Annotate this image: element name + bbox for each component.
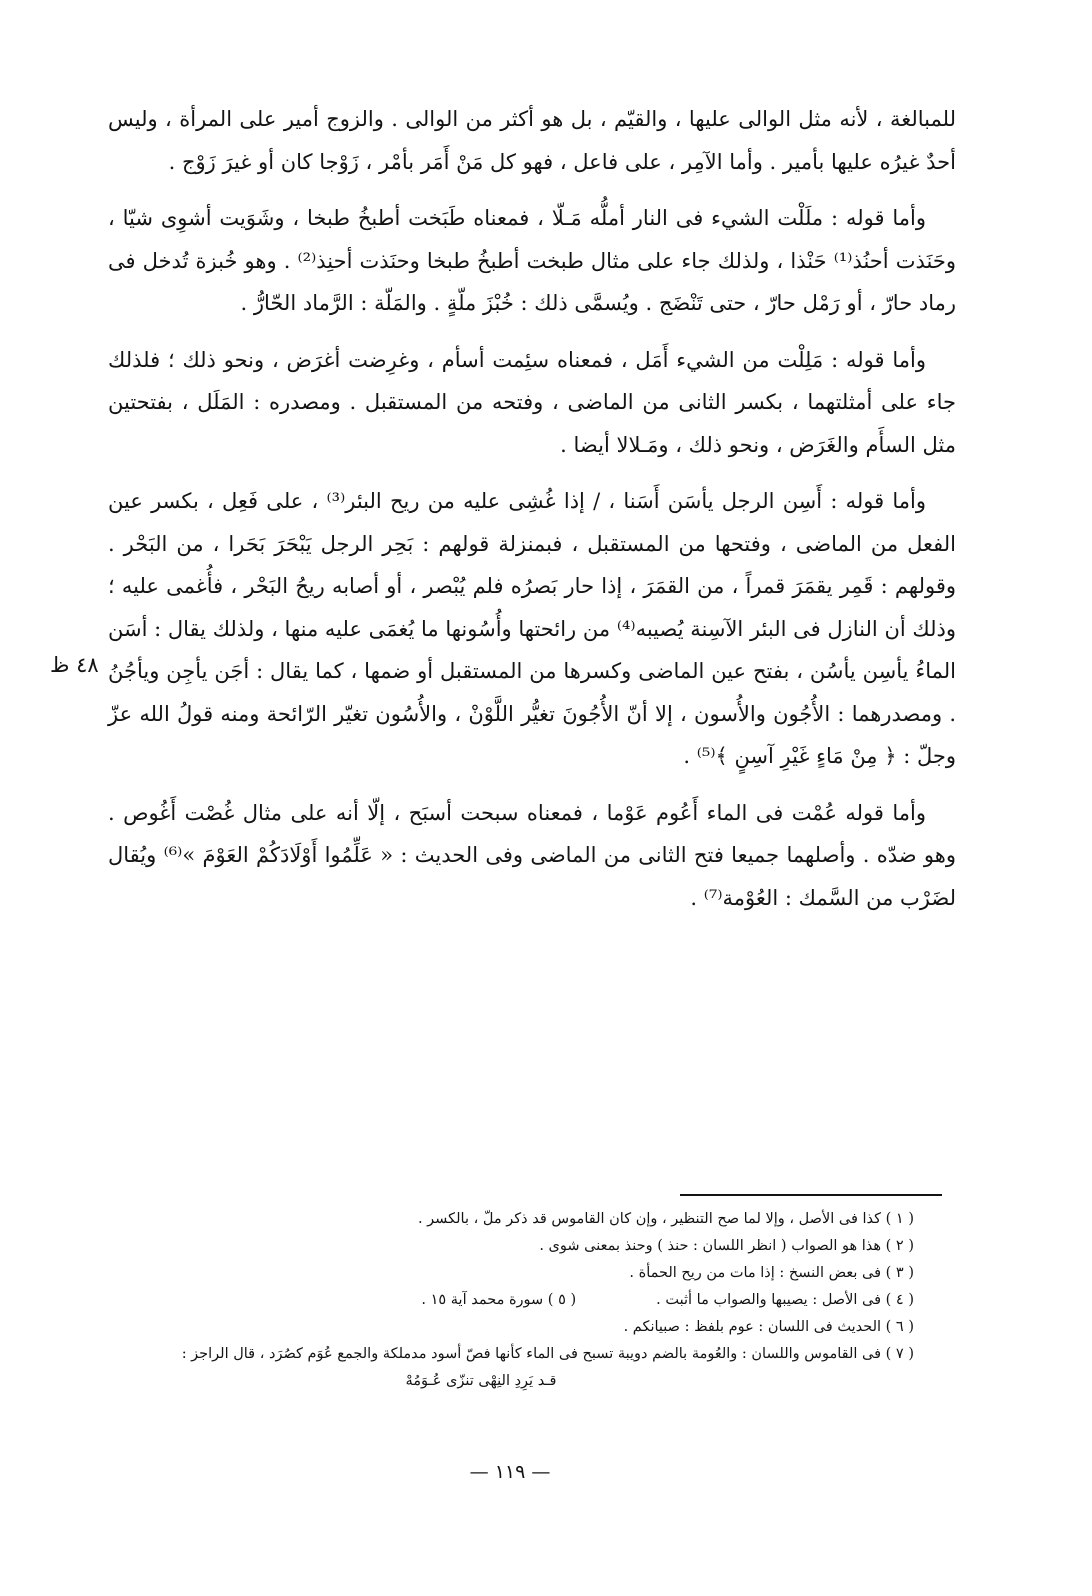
footnote-5-text: ( ٥ ) سورة محمد آية ١٥ . (421, 1292, 577, 1308)
footnote-4-5 (88, 1287, 914, 1314)
footnote-6 (88, 1314, 914, 1341)
footnote-7 (88, 1341, 914, 1368)
main-text-body (108, 98, 956, 933)
footnote-6-text: ( ٦ ) الحديث فى اللسان : عوم بلفظ : صبيانكم . (623, 1319, 914, 1335)
footnote-7-text: ( ٧ ) فى القاموس واللسان : والعُومة بالضم دويبة تسبح فى الماء كأنها فصّ أسود مدملكة والجمع عُوَم كصُرَد ، قال الراجز : (181, 1346, 914, 1362)
paragraph-4: وأما قوله : أَسِن الرجل يأسَن أَسَنا ، / إذا غُشِى عليه من ريح البئر⁽³⁾ ، على فَعِل ، بكسر عين الفعل من الماضى ، وفتحها من المستقبل ، فبمنزلة قولهم : بَحِر الرجل يَبْحَرَ بَحَرا ، من البَحْر . وقولهم : قَمِر يقمَرَ قمراً ، من القمَرَ ، إذا حار بَصرُه فلم يُبْصر ، أو أصابه ريحُ البَحْر ، فأُغمى عليه ؛ وذلك أن النازل فى البئر الآسِنة يُصيبه⁽⁴⁾ من رائحتها وأُسُونها ما يُغمَى عليه منها ، ولذلك يقال : أسَن الماءُ يأسِن يأسُن ، بفتح عين الماضى وكسرها من المستقبل أو ضمها ، كما يقال : أجَن يأجِن ويأجُنُ . ومصدرهما : الأُجُون والأُسون ، إلا أنّ الأُجُونَ تغيُّر اللَّوْنْ ، والأُسُون تغيّر الرّائحة ومنه قولُ الله عزّ وجلّ : ﴿ مِنْ مَاءٍ غَيْرِ آسِنٍ ﴾⁽⁵⁾ . (108, 489, 956, 768)
footnote-3-text: ( ٣ ) فى بعض النسخ : إذا مات من ريح الحمأة . (629, 1265, 914, 1281)
paragraph-3: وأما قوله : مَلِلْت من الشيء أَمَل ، فمعناه سئِمت أسأم ، وغرِضت أغرَض ، ونحو ذلك ؛ فلذلك جاء على أمثلتهما ، بكسر الثانى من الماضى ، وفتحه من المستقبل . ومصدره : المَلَل ، بفتحتين مثل السأَم والغَرَض ، ونحو ذلك ، ومَـلالا أيضا . (108, 347, 956, 457)
margin-folio-note: ٤٨ ظ (50, 653, 99, 677)
paragraph-2: وأما قوله : ملَلْت الشيء فى النار أملُّه مَـلّا ، فمعناه طَبَخت أطبخُ طبخا ، وشَوَيت أشوِى شيّا ، وحَنَذت أحنُذ⁽¹⁾ حَنْذا ، ولذلك جاء على مثال طبخت أطبخُ طبخا وحنَذت أحنِذ⁽²⁾ . وهو خُبزة تُدخل فى رماد حارّ ، أو رَمْل حارّ ، حتى تَنْضَج . ويُسمَّى ذلك : خُبْزَ ملّةٍ . والمَلّة : الرَّماد الحّارُّ . (108, 206, 956, 315)
footnotes (88, 1206, 914, 1395)
footnote-3 (88, 1260, 914, 1287)
paragraph-1: للمبالغة ، لأنه مثل الوالى عليها ، والقيّم ، بل هو أكثر من الوالى . والزوج أمير على المرأة ، وليس أحدٌ غيرُه عليها بأمير . وأما الآمِر ، على فاعل ، فهو كل مَنْ أَمَر بأمْر ، زَوْجا كان أو غيرَ زَوْج . (108, 107, 956, 174)
footnote-1-text: ( ١ ) كذا فى الأصل ، وإلا لما صح التنظير ، وإن كان القاموس قد ذكر ملّ ، بالكسر . (417, 1211, 914, 1227)
footnote-2-text: ( ٢ ) هذا هو الصواب ( انظر اللسان : حنذ ) وحنذ بمعنى شوى . (539, 1238, 914, 1254)
paragraph-5: وأما قوله عُمْت فى الماء أَعُوم عَوْما ، فمعناه سبحت أسبَح ، إلّا أنه على مثال غُصْت أَغُوص . وهو ضدّه . وأصلهما جميعا فتح الثانى من الماضى وفى الحديث : « عَلِّمُوا أَوْلَادَكُمْ العَوْمَ »⁽⁶⁾ ويُقال لضَرْب من السَّمك : العُوْمة⁽⁷⁾ . (108, 800, 956, 910)
page-number: — ١١٩ — (469, 1461, 551, 1483)
footnote-7-verse: قـد يَرِدِ النِهْى تنزّى عُـوَمُهْ (405, 1373, 557, 1389)
footnote-1 (88, 1206, 914, 1233)
footnote-spacer (576, 1287, 656, 1314)
footnote-divider (680, 1194, 942, 1196)
footnote-2 (88, 1233, 914, 1260)
footnote-4-text: ( ٤ ) فى الأصل : يصيبها والصواب ما أثبت . (656, 1292, 914, 1308)
